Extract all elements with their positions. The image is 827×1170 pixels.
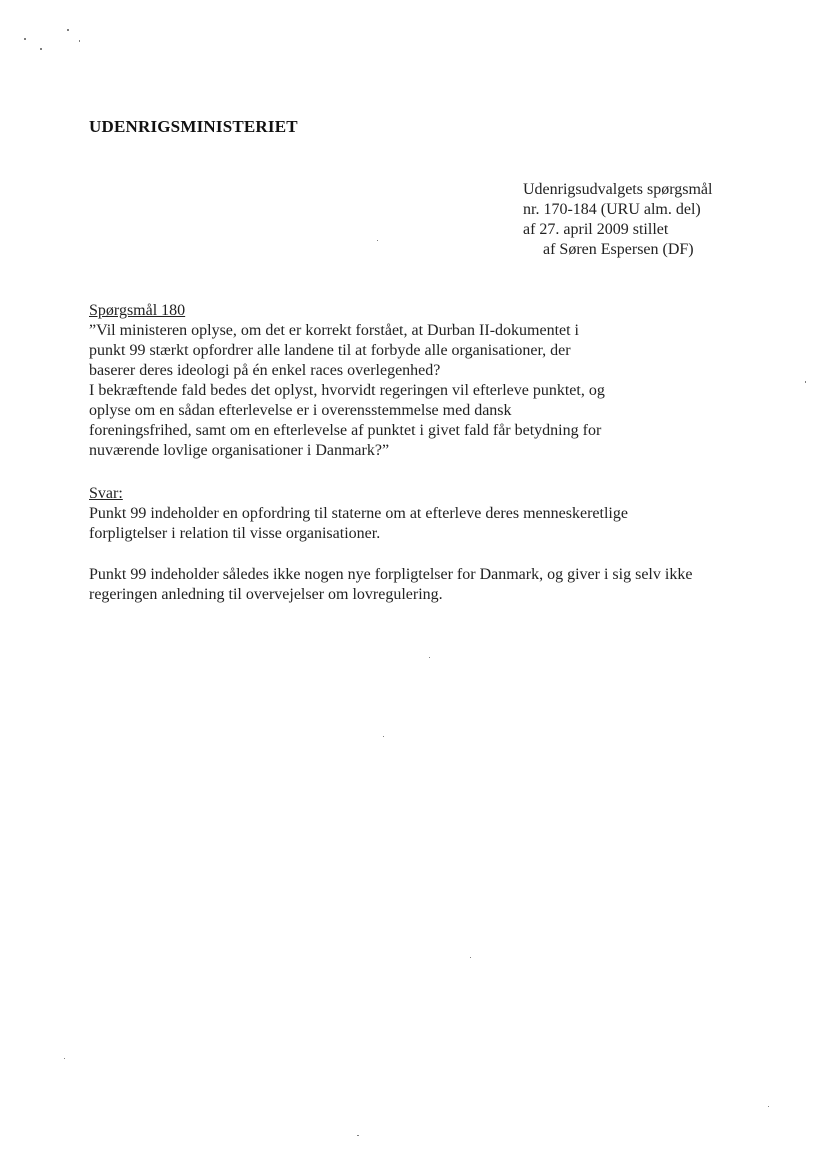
reference-line: af Søren Espersen (DF) [543,241,694,258]
answer-heading: Svar: [89,485,123,502]
reference-line: Udenrigsudvalgets spørgsmål [523,181,713,198]
scan-speck [67,29,69,31]
ministry-heading: UDENRIGSMINISTERIET [89,117,298,136]
answer-line: forpligtelser i relation til visse organisationer. [89,525,381,542]
question-heading: Spørgsmål 180 [89,302,186,319]
answer-section [89,484,789,605]
reference-line: nr. 170-184 (URU alm. del) [523,201,701,218]
scan-speck [470,957,471,958]
question-line: ”Vil ministeren oplyse, om det er korrekt forstået, at Durban II-dokumentet i [89,322,579,339]
answer-line: regeringen anledning til overvejelser om lovregulering. [89,586,443,603]
scan-speck [768,1106,769,1107]
question-line: baserer deres ideologi på én enkel races overlegenhed? [89,362,441,379]
reference-block [523,180,712,260]
scan-speck [79,40,80,42]
scan-speck [805,381,806,383]
answer-paragraph-2 [89,565,789,605]
answer-paragraph-1 [89,504,789,544]
question-line: oplyse om en sådan efterlevelse er i overensstemmelse med dansk [89,402,512,419]
scan-speck [377,240,378,241]
scan-speck [429,657,430,658]
question-section [89,301,769,461]
scan-speck [64,1058,65,1059]
scan-speck [24,38,26,40]
question-line: I bekræftende fald bedes det oplyst, hvorvidt regeringen vil efterleve punktet, og [89,382,605,399]
answer-line: Punkt 99 indeholder således ikke nogen nye forpligtelser for Danmark, og giver i sig selv ikke [89,566,693,583]
question-line: punkt 99 stærkt opfordrer alle landene til at forbyde alle organisationer, der [89,342,571,359]
question-line: foreningsfrihed, samt om en efterlevelse af punktet i givet fald får betydning for [89,422,602,439]
reference-line: af 27. april 2009 stillet [523,221,669,238]
scan-speck [383,736,384,737]
answer-line: Punkt 99 indeholder en opfordring til staterne om at efterleve deres menneskeretlige [89,505,628,522]
question-line: nuværende lovlige organisationer i Danmark?” [89,442,390,459]
scan-speck [357,1135,359,1136]
scan-speck [40,48,42,50]
